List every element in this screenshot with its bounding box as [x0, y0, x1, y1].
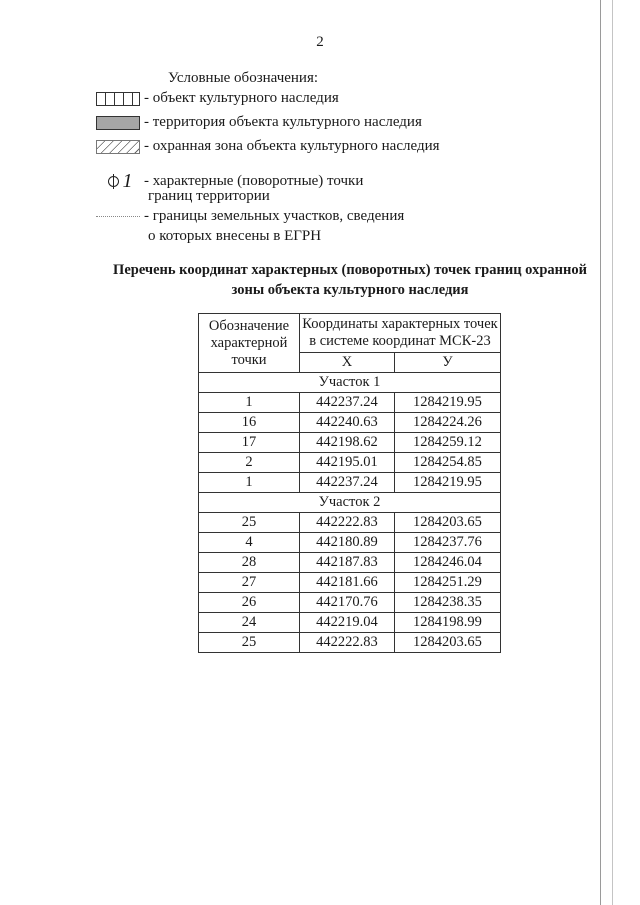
legend-points-label: - характерные (поворотные) точки: [144, 173, 364, 189]
table-row: [199, 553, 501, 573]
zone-swatch-icon: [96, 140, 140, 154]
coordinates-table: [198, 313, 501, 653]
heading-line-1: Перечень координат характерных (поворотных) точек границ охранной: [113, 262, 587, 278]
y-coordinate-cell: 1284251.29: [394, 573, 500, 593]
legend-item-parcels: [96, 208, 404, 225]
x-coordinate-cell: 442198.62: [300, 433, 395, 453]
legend-points-label-cont: границ территории: [148, 188, 270, 204]
point-number-cell: 4: [199, 533, 300, 553]
table-body: [199, 373, 501, 653]
point-number-cell: 27: [199, 573, 300, 593]
legend-object-label: - объект культурного наследия: [144, 90, 339, 106]
territory-swatch-icon: [96, 116, 140, 130]
table-row: [199, 513, 501, 533]
table-row: [199, 533, 501, 553]
y-coordinate-cell: 1284237.76: [394, 533, 500, 553]
legend-item-object: [96, 90, 339, 107]
point-number-cell: 26: [199, 593, 300, 613]
y-coordinate-cell: 1284203.65: [394, 633, 500, 653]
y-coordinate-cell: 1284238.35: [394, 593, 500, 613]
y-coordinate-cell: 1284219.95: [394, 393, 500, 413]
dotted-line-icon: [96, 216, 140, 217]
point-number-cell: 1: [199, 473, 300, 493]
table-row: [199, 593, 501, 613]
point-number-cell: 1: [199, 393, 300, 413]
table-row: [199, 413, 501, 433]
y-coordinate-cell: 1284198.99: [394, 613, 500, 633]
point-symbol-icon: [96, 170, 144, 193]
page-edge-line: [600, 0, 601, 905]
section-row: [199, 493, 501, 513]
legend-territory-label: - территория объекта культурного наследия: [144, 114, 422, 130]
point-number-cell: 25: [199, 513, 300, 533]
table-row: [199, 613, 501, 633]
x-coordinate-cell: 442222.83: [300, 513, 395, 533]
point-symbol-number: 1: [122, 170, 133, 192]
legend-item-zone: [96, 138, 440, 155]
legend-zone-label: - охранная зона объекта культурного наследия: [144, 138, 440, 154]
point-circle-icon: [108, 176, 119, 187]
table-row: [199, 433, 501, 453]
header-designation: Обозначение характерной точки: [199, 314, 300, 373]
section-row: [199, 373, 501, 393]
section-title: Участок 1: [199, 373, 501, 393]
x-coordinate-cell: 442222.83: [300, 633, 395, 653]
y-coordinate-cell: 1284219.95: [394, 473, 500, 493]
header-y: У: [394, 353, 500, 373]
point-number-cell: 17: [199, 433, 300, 453]
legend-title: Условные обозначения:: [168, 70, 319, 86]
object-swatch-icon: [96, 92, 140, 106]
point-number-cell: 16: [199, 413, 300, 433]
x-coordinate-cell: 442237.24: [300, 393, 395, 413]
legend-parcels-label-cont: о которых внесены в ЕГРН: [148, 228, 322, 244]
point-number-cell: 24: [199, 613, 300, 633]
point-number-cell: 28: [199, 553, 300, 573]
legend-item-territory: [96, 114, 422, 131]
x-coordinate-cell: 442237.24: [300, 473, 395, 493]
page-number: 2: [316, 34, 324, 50]
table-row: [199, 393, 501, 413]
point-number-cell: 25: [199, 633, 300, 653]
y-coordinate-cell: 1284246.04: [394, 553, 500, 573]
y-coordinate-cell: 1284254.85: [394, 453, 500, 473]
table-row: [199, 633, 501, 653]
y-coordinate-cell: 1284259.12: [394, 433, 500, 453]
y-coordinate-cell: 1284203.65: [394, 513, 500, 533]
header-coordinates: Координаты характерных точек в системе координат МСК-23: [300, 314, 501, 353]
header-x: Х: [300, 353, 395, 373]
legend-parcels-label: - границы земельных участков, сведения: [144, 208, 405, 224]
section-title: Участок 2: [199, 493, 501, 513]
table-row: [199, 573, 501, 593]
table-row: [199, 453, 501, 473]
x-coordinate-cell: 442187.83: [300, 553, 395, 573]
point-number-cell: 2: [199, 453, 300, 473]
x-coordinate-cell: 442180.89: [300, 533, 395, 553]
table-heading: [70, 260, 630, 300]
x-coordinate-cell: 442181.66: [300, 573, 395, 593]
y-coordinate-cell: 1284224.26: [394, 413, 500, 433]
table-row: [199, 473, 501, 493]
heading-line-2: зоны объекта культурного наследия: [231, 282, 469, 298]
page-edge-line: [612, 0, 613, 905]
x-coordinate-cell: 442170.76: [300, 593, 395, 613]
x-coordinate-cell: 442195.01: [300, 453, 395, 473]
x-coordinate-cell: 442219.04: [300, 613, 395, 633]
x-coordinate-cell: 442240.63: [300, 413, 395, 433]
